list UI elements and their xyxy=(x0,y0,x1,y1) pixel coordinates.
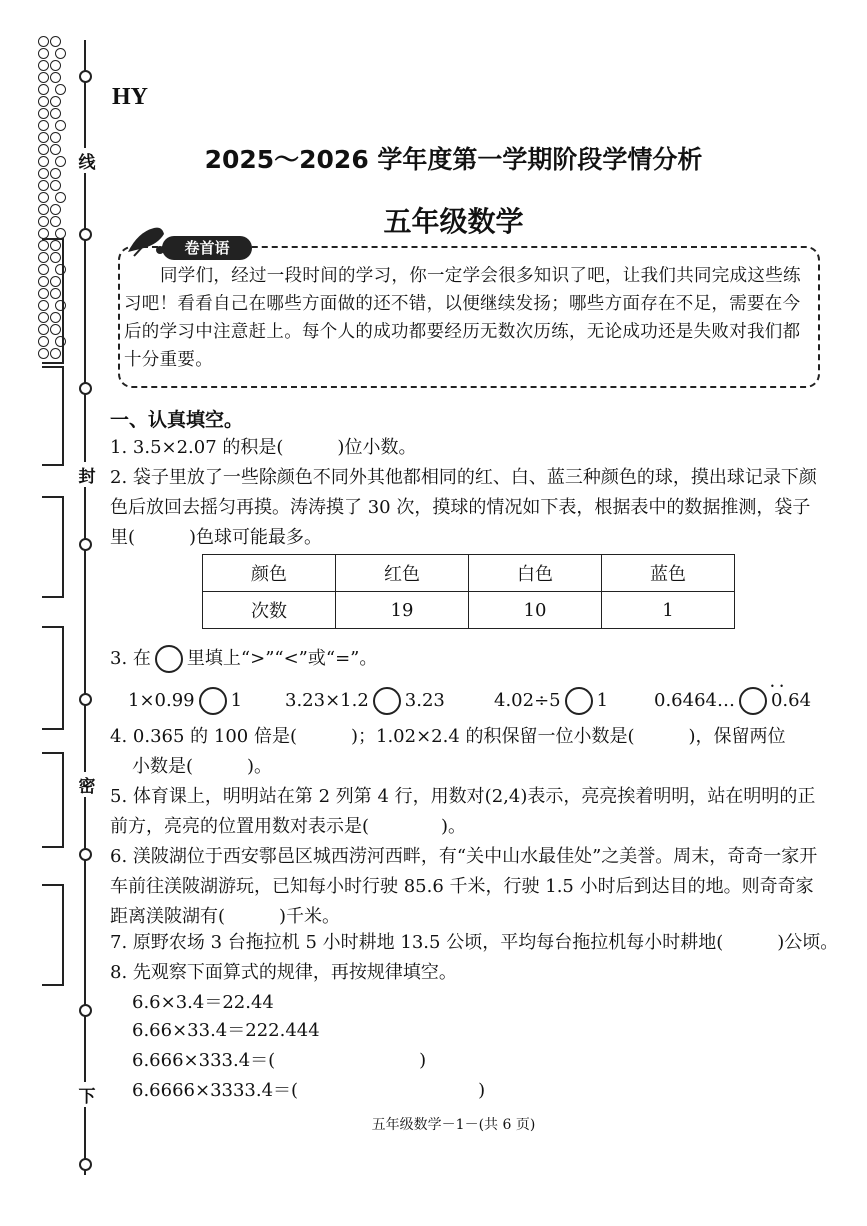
pattern-line: 6.66×33.4＝222.444 xyxy=(132,1020,320,1041)
question-6: 6. 渼陂湖位于西安鄠邑区城西涝河西畔，有“关中山水最佳处”之美誉。周末，奇奇一家开车前往渼陂湖游玩，已知每小时行驶 85.6 千米，行驶 1.5 小时后到达目的地。则奇奇家距离渼陂湖有( )千米。 xyxy=(110,846,818,927)
compare-left: 0.6464… xyxy=(654,690,735,711)
compare-right-repeating: • • 0.64 xyxy=(771,686,811,716)
question-1: 1. 3.5×2.07 的积是( )位小数。 xyxy=(110,437,417,458)
question-3-suffix: 里填上“>”“<”或“=”。 xyxy=(186,648,378,669)
school-field-bracket xyxy=(42,496,64,598)
question-5: 5. 体育课上，明明站在第 2 列第 4 行，用数对(2,4)表示，亮亮挨着明明，站在明明的正前方，亮亮的位置用数对表示是( )。 xyxy=(110,786,816,837)
binding-dot xyxy=(79,70,92,83)
margin-char-feng: 封 xyxy=(75,462,99,487)
answer-circle[interactable] xyxy=(373,687,401,715)
binding-dot xyxy=(79,693,92,706)
answer-circle[interactable] xyxy=(565,687,593,715)
table-cell: 红色 xyxy=(336,555,469,592)
margin-char-xian: 线 xyxy=(75,148,99,173)
question-3 xyxy=(110,644,377,674)
table-row xyxy=(203,592,735,629)
preface-badge: 卷首语 xyxy=(162,236,252,260)
question-2-text: 2. 袋子里放了一些除颜色不同外其他都相同的红、白、蓝三种颜色的球，摸出球记录下颜色后放回去摇匀再摸。涛涛摸了 30 次，摸球的情况如下表，根据表中的数据推测，袋子里( )色球可能最多。 xyxy=(110,467,817,548)
ball-count-table xyxy=(202,554,735,629)
binding-dot xyxy=(79,1004,92,1017)
compare-left: 3.23×1.2 xyxy=(285,690,369,711)
table-cell: 白色 xyxy=(469,555,602,592)
answer-circle[interactable] xyxy=(155,645,183,673)
class-field-bracket xyxy=(42,366,64,466)
seat-field-bracket xyxy=(42,752,64,848)
question-8: 8. 先观察下面算式的规律，再按规律填空。 xyxy=(110,962,457,983)
table-cell: 10 xyxy=(469,592,602,629)
margin-char-xia: 下 xyxy=(75,1082,99,1107)
compare-right: 3.23 xyxy=(404,690,445,711)
binding-dot xyxy=(79,848,92,861)
question-4-line-1: 4. 0.365 的 100 倍是( )；1.02×2.4 的积保留一位小数是( )，保留两位 xyxy=(110,726,786,747)
question-7: 7. 原野农场 3 台拖拉机 5 小时耕地 13.5 公顷，平均每台拖拉机每小时耕地( )公顷。 xyxy=(110,932,839,953)
section-heading: 一、认真填空。 xyxy=(110,409,244,431)
compare-left: 4.02÷5 xyxy=(494,690,561,711)
question-3-prefix: 3. 在 xyxy=(110,648,151,669)
name-field-bracket xyxy=(42,238,64,364)
answer-circle[interactable] xyxy=(739,687,767,715)
table-row xyxy=(203,555,735,592)
answer-circle[interactable] xyxy=(199,687,227,715)
margin-char-mi: 密 xyxy=(75,772,99,797)
compare-left: 1×0.99 xyxy=(128,690,195,711)
binding-dot xyxy=(79,382,92,395)
table-cell: 1 xyxy=(602,592,735,629)
exam-subject: 五年级数学 xyxy=(383,205,524,238)
question-2 xyxy=(110,463,822,553)
score-field-bracket xyxy=(42,884,64,986)
compare-item xyxy=(128,686,242,716)
pattern-line: 6.6×3.4＝22.44 xyxy=(132,992,274,1013)
exam-number-bracket xyxy=(42,626,64,730)
question-4-line-2: 小数是( )。 xyxy=(132,756,273,777)
ink-brush-icon xyxy=(124,222,168,260)
table-cell: 蓝色 xyxy=(602,555,735,592)
binding-dot xyxy=(79,1158,92,1171)
compare-right: 1 xyxy=(596,690,609,711)
exam-title: 2025～2026 学年度第一学期阶段学情分析 xyxy=(204,145,703,174)
table-cell: 次数 xyxy=(203,592,336,629)
compare-item xyxy=(494,686,608,716)
table-cell: 颜色 xyxy=(203,555,336,592)
compare-right: 1 xyxy=(230,690,243,711)
exam-code: HY xyxy=(112,84,148,110)
pattern-line: 6.6666×3333.4＝( ) xyxy=(132,1080,486,1101)
preface-text: 同学们，经过一段时间的学习，你一定学会很多知识了吧，让我们共同完成这些练习吧！看看自己在哪些方面做的还不错，以便继续发扬；哪些方面存在不足，需要在今后的学习中注意赶上。每个人的成功都要经历无数次历练，无论成功还是失败对我们都十分重要。 xyxy=(124,266,801,370)
page-footer: 五年级数学－1－(共 6 页) xyxy=(371,1117,536,1133)
pattern-line: 6.666×333.4＝( ) xyxy=(132,1050,427,1071)
table-cell: 19 xyxy=(336,592,469,629)
compare-item xyxy=(654,686,811,716)
binding-dot xyxy=(79,538,92,551)
compare-item xyxy=(285,686,445,716)
